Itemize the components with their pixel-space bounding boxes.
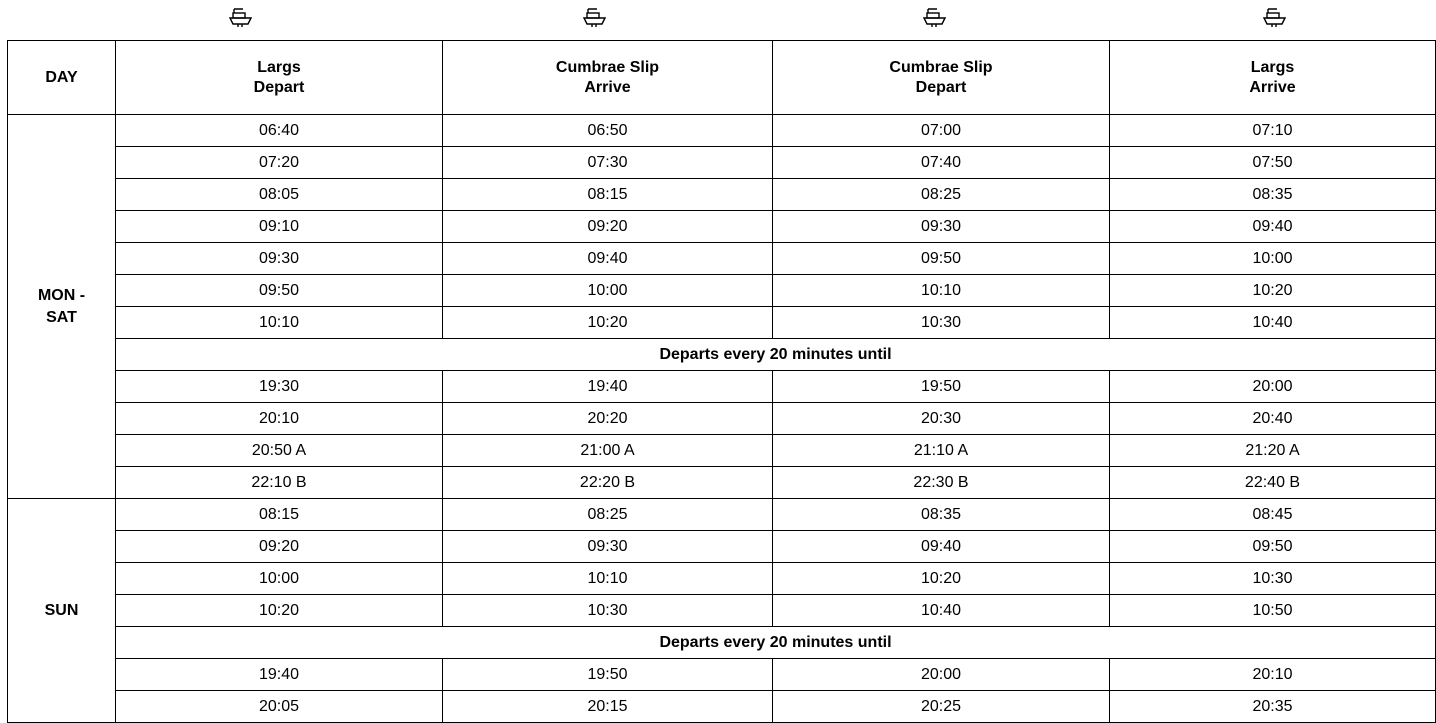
time-cell: 09:40 [773, 531, 1110, 563]
time-cell: 10:30 [773, 307, 1110, 339]
time-cell: 07:30 [443, 147, 773, 179]
time-cell: 20:15 [443, 691, 773, 723]
time-cell: 19:40 [443, 371, 773, 403]
time-cell: 20:00 [1110, 371, 1436, 403]
time-cell: 06:40 [116, 115, 443, 147]
column-header-line2: Depart [253, 78, 305, 96]
column-header-line1: Cumbrae Slip [889, 58, 993, 76]
time-cell: 20:40 [1110, 403, 1436, 435]
column-header-largs-depart [116, 41, 443, 115]
time-cell: 08:35 [1110, 179, 1436, 211]
time-cell: 21:20 A [1110, 435, 1436, 467]
column-header-line2: Depart [915, 78, 967, 96]
time-cell: 08:15 [443, 179, 773, 211]
time-cell: 07:50 [1110, 147, 1436, 179]
table-row [8, 211, 1436, 243]
ferry-icon-row [0, 0, 1436, 40]
table-row [8, 115, 1436, 147]
frequency-note: Departs every 20 minutes until [116, 339, 1436, 371]
time-cell: 20:00 [773, 659, 1110, 691]
time-cell: 19:30 [116, 371, 443, 403]
time-cell: 09:50 [773, 243, 1110, 275]
time-cell: 09:20 [116, 531, 443, 563]
ferry-icon [582, 6, 606, 34]
time-cell: 20:05 [116, 691, 443, 723]
time-cell: 10:00 [443, 275, 773, 307]
time-cell: 10:00 [116, 563, 443, 595]
time-cell: 20:10 [1110, 659, 1436, 691]
time-cell: 10:40 [773, 595, 1110, 627]
time-cell: 09:10 [116, 211, 443, 243]
table-row [8, 179, 1436, 211]
time-cell: 10:20 [116, 595, 443, 627]
day-cell [8, 115, 116, 499]
time-cell: 20:50 A [116, 435, 443, 467]
table-row [8, 403, 1436, 435]
day-label-line1: SUN [44, 601, 79, 619]
column-header-cumbrae-arrive [443, 41, 773, 115]
time-cell: 08:15 [116, 499, 443, 531]
time-cell: 20:20 [443, 403, 773, 435]
ferry-icon [228, 6, 252, 34]
table-row [8, 691, 1436, 723]
time-cell: 10:00 [1110, 243, 1436, 275]
time-cell: 09:30 [116, 243, 443, 275]
table-row [8, 307, 1436, 339]
time-cell: 10:20 [443, 307, 773, 339]
frequency-note: Departs every 20 minutes until [116, 627, 1436, 659]
table-row [8, 467, 1436, 499]
time-cell: 19:40 [116, 659, 443, 691]
timetable-body [8, 115, 1436, 723]
time-cell: 22:40 B [1110, 467, 1436, 499]
time-cell: 08:05 [116, 179, 443, 211]
time-cell: 19:50 [773, 371, 1110, 403]
time-cell: 08:45 [1110, 499, 1436, 531]
table-row [8, 339, 1436, 371]
time-cell: 10:30 [443, 595, 773, 627]
header-row [8, 41, 1436, 115]
table-row [8, 595, 1436, 627]
table-row [8, 627, 1436, 659]
time-cell: 22:10 B [116, 467, 443, 499]
time-cell: 22:20 B [443, 467, 773, 499]
table-row [8, 371, 1436, 403]
time-cell: 08:35 [773, 499, 1110, 531]
table-row [8, 499, 1436, 531]
time-cell: 20:30 [773, 403, 1110, 435]
time-cell: 09:40 [1110, 211, 1436, 243]
time-cell: 10:10 [773, 275, 1110, 307]
time-cell: 10:50 [1110, 595, 1436, 627]
time-cell: 19:50 [443, 659, 773, 691]
column-header-line1: Largs [257, 58, 301, 76]
time-cell: 09:30 [443, 531, 773, 563]
column-header-line1: Largs [1250, 58, 1295, 76]
column-header-line2: Arrive [1249, 78, 1296, 96]
ferry-timetable [7, 40, 1436, 723]
time-cell: 10:10 [443, 563, 773, 595]
day-cell [8, 499, 116, 723]
time-cell: 10:10 [116, 307, 443, 339]
time-cell: 20:25 [773, 691, 1110, 723]
time-cell: 21:10 A [773, 435, 1110, 467]
column-header-line2: Arrive [584, 78, 631, 96]
table-row [8, 147, 1436, 179]
day-column-header: DAY [8, 41, 116, 115]
time-cell: 09:30 [773, 211, 1110, 243]
time-cell: 07:40 [773, 147, 1110, 179]
time-cell: 09:40 [443, 243, 773, 275]
time-cell: 10:20 [1110, 275, 1436, 307]
time-cell: 07:00 [773, 115, 1110, 147]
day-label-line2: SAT [46, 308, 77, 326]
time-cell: 20:35 [1110, 691, 1436, 723]
table-row [8, 243, 1436, 275]
time-cell: 07:10 [1110, 115, 1436, 147]
time-cell: 09:50 [1110, 531, 1436, 563]
time-cell: 10:20 [773, 563, 1110, 595]
table-row [8, 563, 1436, 595]
column-header-largs-arrive [1110, 41, 1436, 115]
time-cell: 08:25 [773, 179, 1110, 211]
time-cell: 22:30 B [773, 467, 1110, 499]
ferry-icon [922, 6, 946, 34]
time-cell: 10:30 [1110, 563, 1436, 595]
column-header-line1: Cumbrae Slip [555, 58, 660, 76]
time-cell: 07:20 [116, 147, 443, 179]
time-cell: 20:10 [116, 403, 443, 435]
ferry-icon [1262, 6, 1286, 34]
table-row [8, 435, 1436, 467]
time-cell: 06:50 [443, 115, 773, 147]
table-row [8, 275, 1436, 307]
column-header-cumbrae-depart [773, 41, 1110, 115]
time-cell: 10:40 [1110, 307, 1436, 339]
day-label-line1: MON - [37, 286, 86, 304]
time-cell: 09:50 [116, 275, 443, 307]
time-cell: 08:25 [443, 499, 773, 531]
time-cell: 21:00 A [443, 435, 773, 467]
table-row [8, 659, 1436, 691]
table-row [8, 531, 1436, 563]
time-cell: 09:20 [443, 211, 773, 243]
